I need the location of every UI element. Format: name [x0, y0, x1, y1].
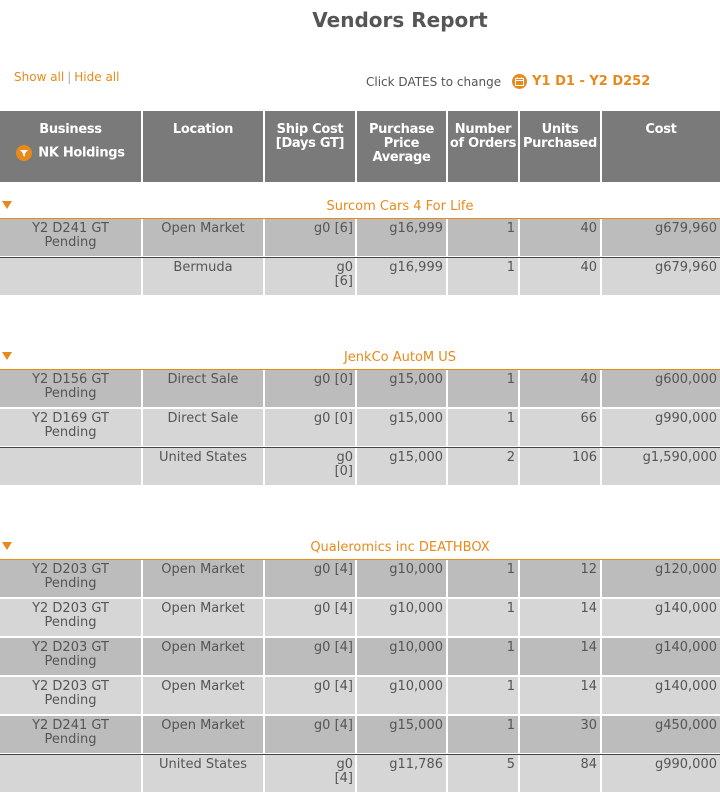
row-location: Open Market	[143, 716, 265, 753]
row-cost: g120,000	[602, 560, 720, 597]
row-price: g10,000	[357, 599, 448, 636]
row-date	[0, 219, 143, 256]
row-status: Pending	[44, 386, 97, 401]
header-orders-line1: Number	[454, 122, 512, 137]
header-orders-line2: of Orders	[449, 136, 517, 151]
row-price: g10,000	[357, 638, 448, 675]
vendor-name[interactable]: Surcom Cars 4 For Life	[326, 199, 474, 214]
date-hint: Click DATES to change	[366, 74, 502, 89]
total-ship-line2: [4]	[334, 771, 353, 786]
table-row	[0, 409, 720, 448]
row-orders: 1	[448, 599, 520, 636]
row-units: 40	[520, 219, 602, 256]
total-ship-cost	[265, 448, 357, 485]
total-price: g16,999	[357, 258, 448, 295]
page-title: Vendors Report	[312, 8, 488, 32]
vendor-section	[0, 196, 720, 297]
row-date-line1: Y2 D156 GT	[32, 372, 109, 387]
total-ship-line1: g0	[336, 260, 353, 275]
row-ship-cost: g0 [4]	[265, 560, 357, 597]
row-ship-cost: g0 [0]	[265, 409, 357, 446]
header-location: Location	[143, 111, 265, 182]
row-location: Direct Sale	[143, 370, 265, 407]
row-cost: g140,000	[602, 599, 720, 636]
row-price: g10,000	[357, 560, 448, 597]
row-cost: g140,000	[602, 638, 720, 675]
row-ship-cost: g0 [4]	[265, 638, 357, 675]
total-ship-line2: [0]	[334, 464, 353, 479]
row-status: Pending	[44, 235, 97, 250]
row-orders: 1	[448, 409, 520, 446]
header-business	[0, 111, 143, 182]
total-units: 84	[520, 755, 602, 792]
show-all-link[interactable]: Show all	[14, 70, 65, 84]
row-location: Open Market	[143, 599, 265, 636]
row-date-line1: Y2 D241 GT	[32, 718, 109, 733]
row-ship-cost: g0 [6]	[265, 219, 357, 256]
row-orders: 1	[448, 219, 520, 256]
header-cost: Cost	[602, 111, 720, 182]
total-cost: g990,000	[602, 755, 720, 792]
row-ship-cost: g0 [4]	[265, 677, 357, 714]
total-cost: g1,590,000	[602, 448, 720, 485]
row-ship-cost: g0 [4]	[265, 599, 357, 636]
total-orders: 2	[448, 448, 520, 485]
vendor-header	[0, 196, 720, 219]
row-date	[0, 599, 143, 636]
row-date	[0, 716, 143, 753]
vendor-section	[0, 347, 720, 487]
total-row	[0, 754, 720, 794]
row-cost: g450,000	[602, 716, 720, 753]
row-status: Pending	[44, 615, 97, 630]
table-row	[0, 677, 720, 716]
row-location: Open Market	[143, 677, 265, 714]
date-selector	[366, 74, 650, 89]
table-row	[0, 638, 720, 677]
row-date-line1: Y2 D203 GT	[32, 601, 109, 616]
row-status: Pending	[44, 425, 97, 440]
total-row	[0, 447, 720, 487]
row-price: g15,000	[357, 716, 448, 753]
row-cost: g140,000	[602, 677, 720, 714]
total-spacer	[0, 448, 143, 485]
vendor-name[interactable]: JenkCo AutoM US	[343, 350, 457, 365]
row-ship-cost: g0 [4]	[265, 716, 357, 753]
total-price: g11,786	[357, 755, 448, 792]
table-header	[0, 111, 720, 184]
row-location: Open Market	[143, 638, 265, 675]
total-ship-cost	[265, 258, 357, 295]
row-units: 14	[520, 599, 602, 636]
business-filter-name: NK Holdings	[38, 145, 125, 161]
total-ship-cost	[265, 755, 357, 792]
vendor-name[interactable]: Qualeromics inc DEATHBOX	[310, 540, 490, 555]
header-ship-cost-line1: Ship Cost	[276, 122, 344, 137]
total-location: Bermuda	[143, 258, 265, 295]
row-date-line1: Y2 D203 GT	[32, 679, 109, 694]
total-location: United States	[143, 755, 265, 792]
row-units: 14	[520, 638, 602, 675]
table-row	[0, 370, 720, 409]
total-orders: 5	[448, 755, 520, 792]
row-location: Direct Sale	[143, 409, 265, 446]
expand-controls	[14, 70, 119, 84]
row-status: Pending	[44, 732, 97, 747]
vendor-section	[0, 537, 720, 794]
header-business-label: Business	[39, 122, 102, 137]
row-units: 40	[520, 370, 602, 407]
row-date-line1: Y2 D203 GT	[32, 640, 109, 655]
row-cost: g990,000	[602, 409, 720, 446]
header-purchase-line3: Average	[372, 150, 431, 165]
row-price: g10,000	[357, 677, 448, 714]
date-range-button[interactable]: Y1 D1 - Y2 D252	[532, 74, 651, 89]
header-ship-cost	[265, 111, 357, 182]
header-units-line1: Units	[541, 122, 579, 137]
total-spacer	[0, 755, 143, 792]
total-location: United States	[143, 448, 265, 485]
vendor-header	[0, 537, 720, 560]
row-price: g16,999	[357, 219, 448, 256]
row-date	[0, 370, 143, 407]
header-purchase-price	[357, 111, 448, 182]
link-separator: |	[67, 70, 72, 84]
row-units: 12	[520, 560, 602, 597]
header-units	[520, 111, 602, 182]
row-date-line1: Y2 D169 GT	[32, 411, 109, 426]
row-status: Pending	[44, 576, 97, 591]
row-date	[0, 409, 143, 446]
row-units: 30	[520, 716, 602, 753]
total-ship-line2: [6]	[334, 274, 353, 289]
row-cost: g600,000	[602, 370, 720, 407]
total-ship-line1: g0	[336, 757, 353, 772]
total-row	[0, 257, 720, 297]
calendar-icon[interactable]	[512, 74, 527, 89]
hide-all-link[interactable]: Hide all	[74, 70, 120, 84]
total-units: 106	[520, 448, 602, 485]
table-row	[0, 560, 720, 599]
table-row	[0, 599, 720, 638]
header-purchase-line1: Purchase	[368, 122, 435, 137]
row-price: g15,000	[357, 370, 448, 407]
row-orders: 1	[448, 677, 520, 714]
row-cost: g679,960	[602, 219, 720, 256]
row-orders: 1	[448, 560, 520, 597]
row-status: Pending	[44, 693, 97, 708]
header-purchase-line2: Price	[383, 136, 420, 151]
filter-icon[interactable]	[16, 145, 32, 161]
total-ship-line1: g0	[336, 450, 353, 465]
row-orders: 1	[448, 370, 520, 407]
header-ship-cost-line2: [Days GT]	[275, 136, 345, 151]
row-date	[0, 560, 143, 597]
row-date	[0, 677, 143, 714]
row-location: Open Market	[143, 219, 265, 256]
row-date	[0, 638, 143, 675]
total-cost: g679,960	[602, 258, 720, 295]
header-units-line2: Purchased	[522, 136, 598, 151]
total-spacer	[0, 258, 143, 295]
row-orders: 1	[448, 638, 520, 675]
row-orders: 1	[448, 716, 520, 753]
table-row	[0, 219, 720, 258]
row-status: Pending	[44, 654, 97, 669]
row-units: 66	[520, 409, 602, 446]
row-units: 14	[520, 677, 602, 714]
total-units: 40	[520, 258, 602, 295]
table-row	[0, 716, 720, 755]
total-orders: 1	[448, 258, 520, 295]
row-price: g15,000	[357, 409, 448, 446]
row-location: Open Market	[143, 560, 265, 597]
row-date-line1: Y2 D241 GT	[32, 221, 109, 236]
row-ship-cost: g0 [0]	[265, 370, 357, 407]
header-orders	[448, 111, 520, 182]
row-date-line1: Y2 D203 GT	[32, 562, 109, 577]
vendor-header	[0, 347, 720, 370]
total-price: g15,000	[357, 448, 448, 485]
